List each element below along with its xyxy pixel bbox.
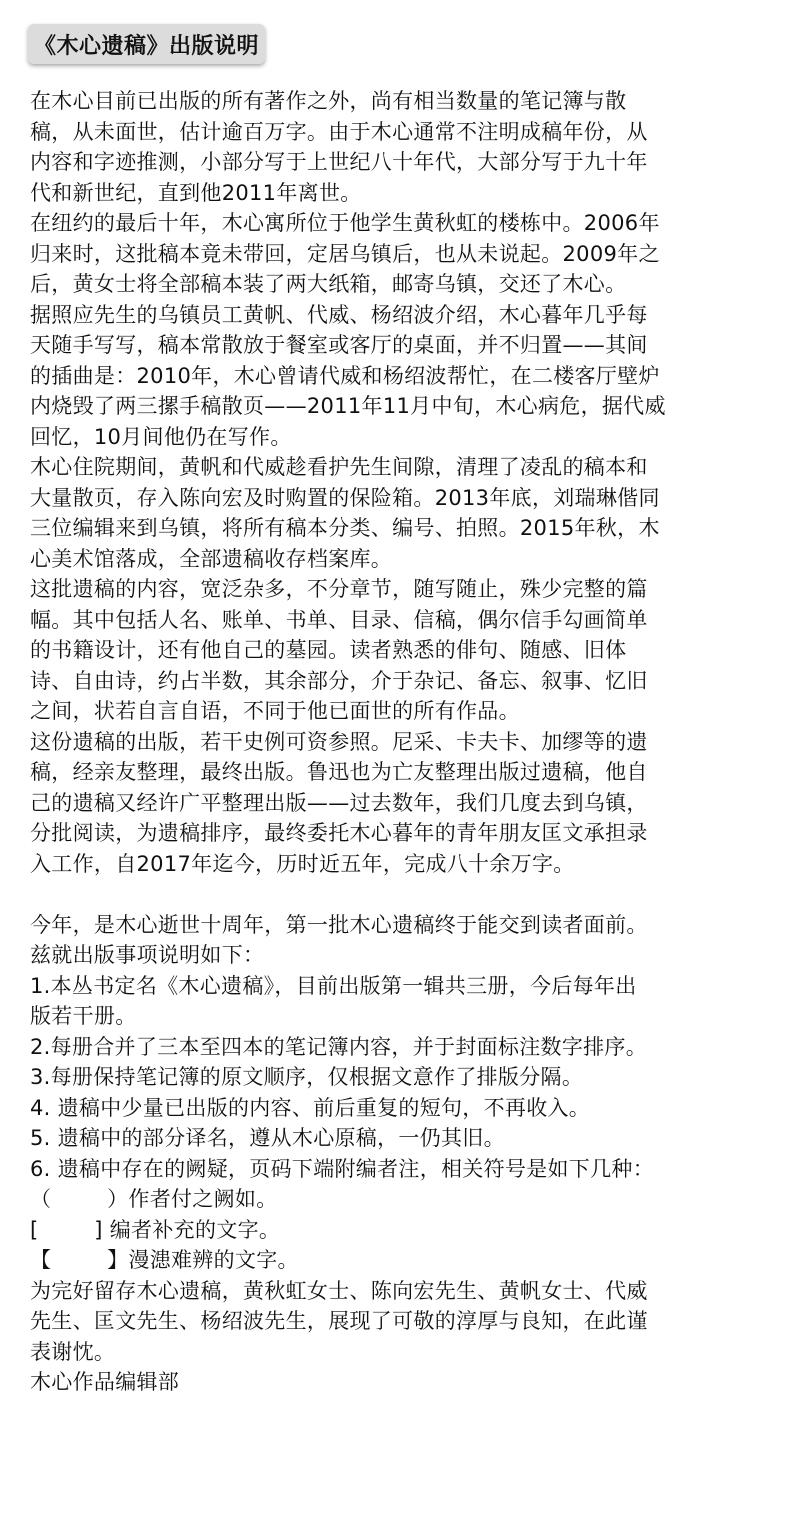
paragraph-5: 这批遗稿的内容，宽泛杂多，不分章节，随写随止，殊少完整的篇 幅。其中包括人名、账单、书单、目录、信稿，偶尔信手勾画简单 的书籍设计，还有他自己的墓园。读者熟悉的俳句、随感、旧体 诗、自由诗，约占半数，其余部分，介于杂记、备忘、叙事、忆旧 之间，状若自言自语，不同于他已面世的所有作品。	[30, 577, 648, 723]
symbol-square-brackets: [ ] 编者补充的文字。	[30, 1217, 281, 1242]
acknowledgement: 为完好留存木心遗稿，黄秋虹女士、陈向宏先生、黄帆女士、代威 先生、匡文先生、杨绍波先生，展现了可敬的淳厚与良知，在此谨 表谢忱。	[30, 1278, 648, 1364]
document-body	[30, 86, 770, 1398]
list-item-2: 2.每册合并了三本至四本的笔记簿内容，并于封面标注数字排序。	[30, 1034, 648, 1059]
title-tag	[28, 24, 265, 64]
symbol-parentheses: （ ）作者付之阙如。	[30, 1187, 278, 1211]
symbol-lenticular-brackets: 【 】漫漶难辨的文字。	[30, 1248, 299, 1272]
paragraph-6: 这份遗稿的出版，若干史例可资参照。尼采、卡夫卡、加缪等的遗 稿，经亲友整理，最终出版。鲁迅也为亡友整理出版过遗稿，他自 己的遗稿又经许广平整理出版——过去数年，我们几度去到乌镇， 分批阅读，为遗稿排序，最终委托木心暮年的青年朋友匡文承担录 入工作，自2017年迄今，历时近五年，完成八十余万字。	[30, 729, 648, 876]
paragraph-2: 在纽约的最后十年，木心寓所位于他学生黄秋虹的楼栋中。2006年 归来时，这批稿本竟未带回，定居乌镇后，也从未说起。2009年之 后，黄女士将全部稿本装了两大纸箱，邮寄乌镇，交还了木心。	[30, 211, 660, 296]
list-item-1: 1.本丛书定名《木心遗稿》，目前出版第一辑共三册，今后每年出 版若干册。	[30, 973, 637, 1028]
paragraph-7: 今年，是木心逝世十周年，第一批木心遗稿终于能交到读者面前。 兹就出版事项说明如下：	[30, 912, 648, 967]
list-item-6: 6. 遗稿中存在的阙疑，页码下端附编者注，相关符号是如下几种：	[30, 1156, 655, 1181]
paragraph-4: 木心住院期间，黄帆和代威趁看护先生间隙，清理了凌乱的稿本和 大量散页，存入陈向宏及时购置的保险箱。2013年底，刘瑞琳偕同 三位编辑来到乌镇，将所有稿本分类、编号、拍照。2015年秋，木 心美术馆落成，全部遗稿收存档案库。	[30, 455, 660, 571]
list-item-3: 3.每册保持笔记簿的原文顺序，仅根据文意作了排版分隔。	[30, 1065, 584, 1089]
signature: 木心作品编辑部	[30, 1370, 180, 1394]
paragraph-3: 据照应先生的乌镇员工黄帆、代威、杨绍波介绍，木心暮年几乎每 天随手写写，稿本常散放于餐室或客厅的桌面，并不归置——其间 的插曲是：2010年，木心曾请代威和杨绍波帮忙，在二楼客厅壁炉 内烧毁了两三摞手稿散页——2011年11月中旬，木心病危，据代威 回忆，10月间他仍在写作。	[30, 302, 666, 449]
list-item-5: 5. 遗稿中的部分译名，遵从木心原稿，一仍其旧。	[30, 1126, 505, 1150]
page-title: 《木心遗稿》出版说明	[34, 33, 260, 59]
list-item-4: 4. 遗稿中少量已出版的内容、前后重复的短句，不再收入。	[30, 1095, 591, 1120]
blank-line	[30, 879, 770, 910]
paragraph-1: 在木心目前已出版的所有著作之外，尚有相当数量的笔记簿与散 稿，从未面世，估计逾百万字。由于木心通常不注明成稿年份，从 内容和字迹推测，小部分写于上世纪八十年代，大部分写于九十年 代和新世纪，直到他2011年离世。	[30, 89, 648, 205]
